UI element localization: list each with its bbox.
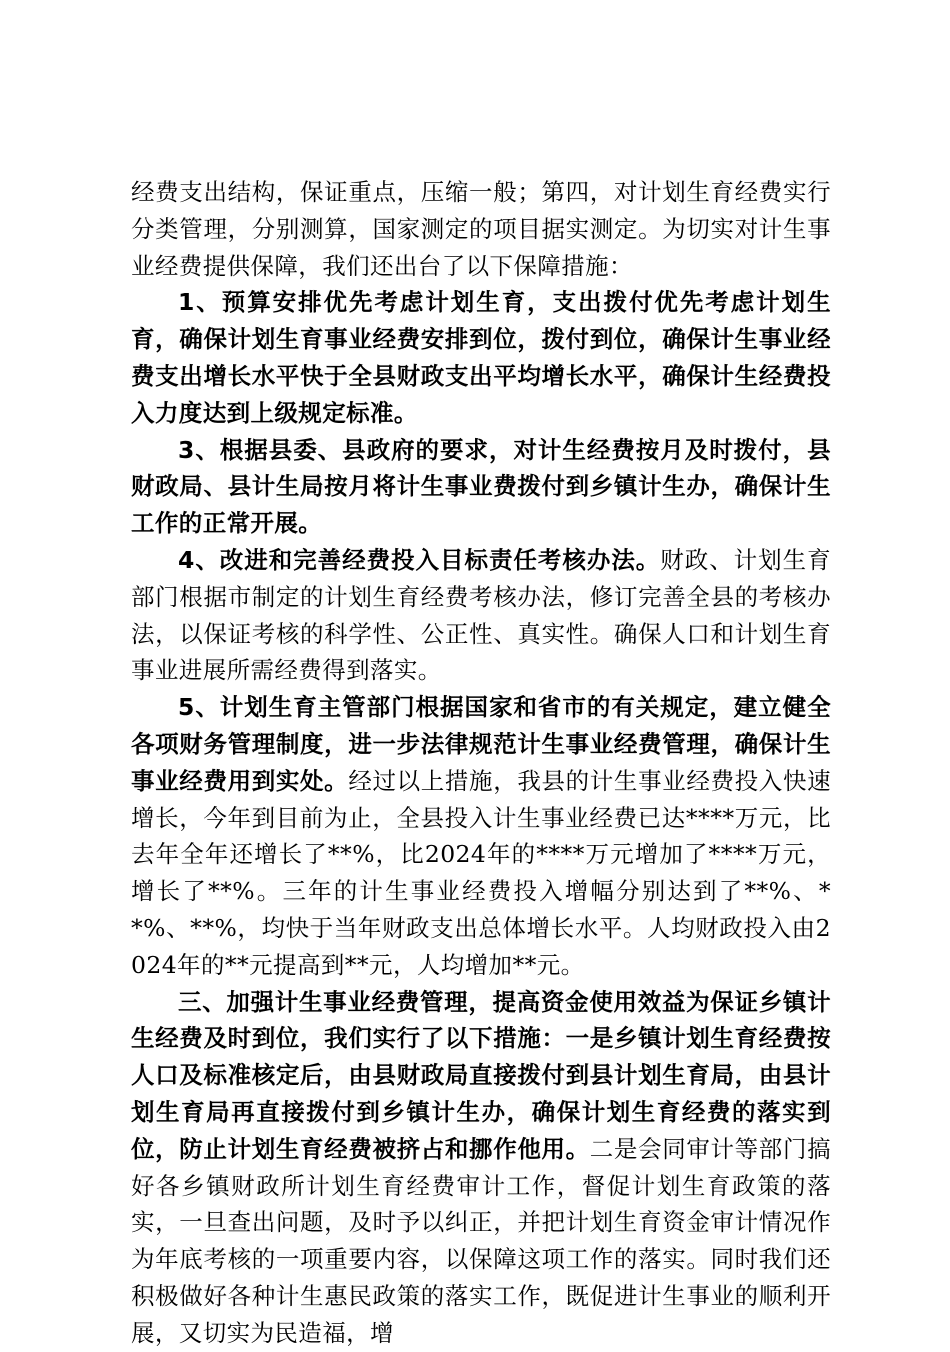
paragraph-measure-3-text: 3、根据县委、县政府的要求，对计生经费按月及时拨付，县财政局、县计生局按月将计生事业费拨付到乡镇计生办，确保计生工作的正常开展。 [131, 435, 831, 538]
paragraph-measure-4 [131, 542, 831, 689]
paragraph-section-3-heading: 三、加强计生事业经费管理，提高资金使用效益为保证乡镇计生经费及时到位，我们实行了以下措施：一是乡镇计划生育经费按人口及标准核定后，由县财政局直接拨付到县计划生育局，由县计划生育局再直接拨付到乡镇计生办，确保计划生育经费的落实到位，防止计划生育经费被挤占和挪作他用。 [131, 987, 831, 1163]
paragraph-section-3-body: 二是会同审计等部门搞好各乡镇财政所计划生育经费审计工作，督促计划生育政策的落实，一旦查出问题，及时予以纠正，并把计划生育资金审计情况作为年底考核的一项重要内容，以保障这项工作的落实。同时我们还积极做好各种计生惠民政策的落实工作，既促进计生事业的顺利开展，又切实为民造福，增 [131, 1134, 831, 1347]
paragraph-intro [131, 174, 831, 284]
document-body [131, 174, 831, 1352]
paragraph-measure-1-text: 1、预算安排优先考虑计划生育，支出拨付优先考虑计划生育，确保计划生育事业经费安排到位，拨付到位，确保计生事业经费支出增长水平快于全县财政支出平均增长水平，确保计生经费投入力度达到上级规定标准。 [131, 288, 831, 427]
paragraph-measure-5-body: 经过以上措施，我县的计生事业经费投入快速增长，今年到目前为止，全县投入计生事业经费已达****万元，比去年全年还增长了**%，比2024年的****万元增加了****万元，增长了**%。三年的计生事业经费投入增幅分别达到了**%、**%、**%，均快于当年财政支出总体增长水平。人均财政投入由2024年的**元提高到**元，人均增加**元。 [131, 766, 832, 979]
paragraph-measure-4-heading: 4、改进和完善经费投入目标责任考核办法。 [178, 545, 661, 574]
paragraph-measure-3 [131, 432, 831, 542]
paragraph-measure-5 [131, 689, 831, 983]
paragraph-intro-text: 经费支出结构，保证重点，压缩一般；第四，对计划生育经费实行分类管理，分别测算，国家测定的项目据实测定。为切实对计生事业经费提供保障，我们还出台了以下保障措施： [131, 178, 831, 280]
paragraph-measure-5-heading: 5、计划生育主管部门根据国家和省市的有关规定，建立健全各项财务管理制度，进一步法律规范计生事业经费管理，确保计生事业经费用到实处。 [131, 693, 831, 795]
paragraph-section-3 [131, 984, 831, 1352]
paragraph-measure-4-body: 财政、计划生育部门根据市制定的计划生育经费考核办法，修订完善全县的考核办法，以保证考核的科学性、公正性、真实性。确保人口和计划生育事业进展所需经费得到落实。 [131, 545, 831, 685]
paragraph-measure-1 [131, 284, 831, 431]
